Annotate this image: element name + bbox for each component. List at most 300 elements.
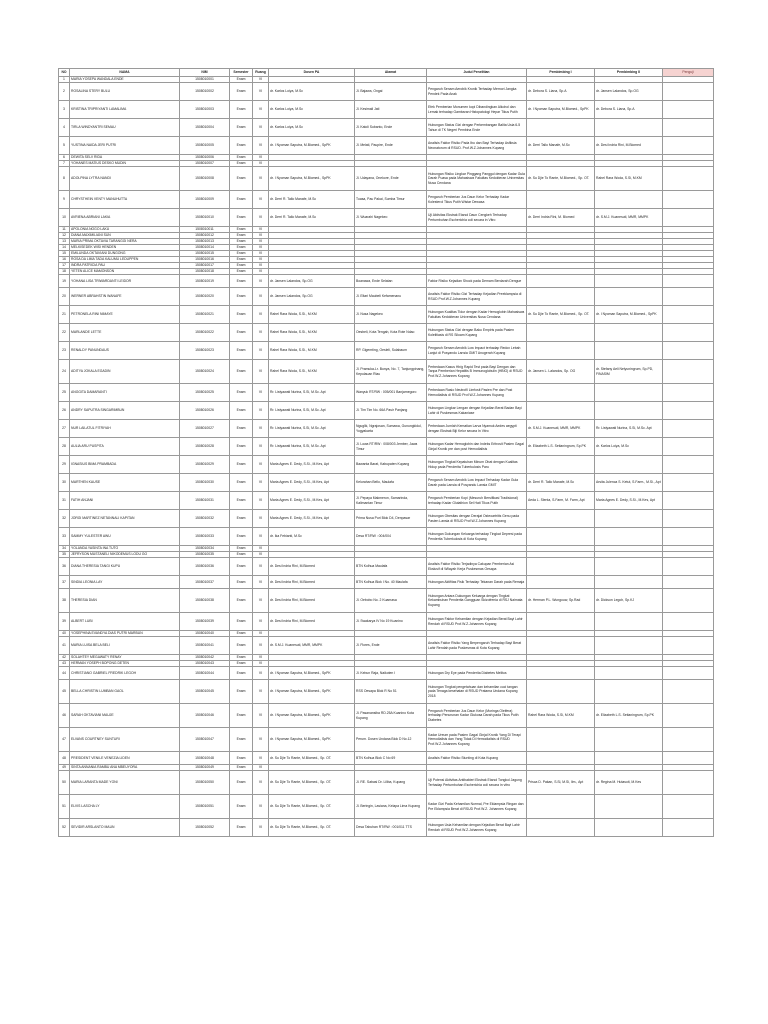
cell-dosen-pa: Rahel Rara Woda, S.Si., M.KM bbox=[269, 324, 355, 342]
cell-ruang: VI bbox=[253, 528, 269, 546]
cell-alamat: RSS Oesapa Blok R No 51 bbox=[355, 680, 427, 704]
cell-dosen-pa: dr. I Nyoman Saputra, M.Biomed., SpPK bbox=[269, 704, 355, 728]
cell-semester: Enam bbox=[230, 528, 253, 546]
cell-nama: MARLANDE LETTE bbox=[70, 324, 180, 342]
cell-ruang: VI bbox=[253, 324, 269, 342]
cell-pembimbing-1 bbox=[527, 576, 595, 589]
cell-pembimbing-1 bbox=[527, 613, 595, 631]
table-row bbox=[59, 137, 714, 155]
cell-nama: ADITYA JOKALA EGADIN bbox=[70, 360, 180, 384]
cell-judul: Perbedaan Kasus Hb/g Rapid Test pada Bayi Dengan dan Tanpa Pemberian Hepatitis B Immunoglobulin (HBIG) di RSUD Prof.W.Z.Johannes Kupang bbox=[427, 360, 527, 384]
cell-pembimbing-2 bbox=[595, 510, 663, 528]
cell-pembimbing-1 bbox=[527, 819, 595, 837]
cell-ruang: VI bbox=[253, 576, 269, 589]
cell-semester: Enam bbox=[230, 752, 253, 765]
cell-pembimbing-2: dr. Regina M. Hutasoit, M.Kes bbox=[595, 771, 663, 795]
cell-no: 13 bbox=[59, 239, 70, 245]
cell-pembimbing-2 bbox=[595, 667, 663, 680]
cell-semester: Enam bbox=[230, 589, 253, 613]
cell-ruang: VI bbox=[253, 771, 269, 795]
column-header-nim: NIM bbox=[180, 69, 230, 77]
table-row bbox=[59, 510, 714, 528]
cell-alamat: Desa RT/RW : 004/004 bbox=[355, 528, 427, 546]
cell-nim: 1508010007 bbox=[180, 161, 230, 167]
cell-nama: NUR LAILATUL FITRIYAH bbox=[70, 420, 180, 438]
cell-no: 2 bbox=[59, 83, 70, 101]
column-header-semester: Semester bbox=[230, 69, 253, 77]
cell-no: 28 bbox=[59, 438, 70, 456]
cell-nim: 1508010019 bbox=[180, 275, 230, 288]
cell-penguji bbox=[663, 402, 714, 420]
cell-penguji bbox=[663, 438, 714, 456]
cell-nama: SINDIA LEONIA LAY bbox=[70, 576, 180, 589]
cell-nim: 1508010004 bbox=[180, 119, 230, 137]
cell-dosen-pa: dr. Su Djie To Rante, M.Biomed., Sp. OT. bbox=[269, 795, 355, 819]
cell-pembimbing-2: dr. Stefany Aeli Nelyuningrum, Sp.PD, FINASIM bbox=[595, 360, 663, 384]
cell-alamat: Jl. Katoli Subanto, Ende bbox=[355, 119, 427, 137]
cell-ruang: VI bbox=[253, 456, 269, 474]
cell-nim: 1508010026 bbox=[180, 402, 230, 420]
cell-penguji bbox=[663, 576, 714, 589]
cell-pembimbing-1: dr. Derri Tallo Manafe, M.Sc bbox=[527, 137, 595, 155]
cell-ruang: VI bbox=[253, 631, 269, 637]
cell-pembimbing-2 bbox=[595, 402, 663, 420]
cell-dosen-pa: Rr. Listyawati Nurina, S.Si, M.Sc. Apt bbox=[269, 384, 355, 402]
cell-nama: DIANA THERESIA TANGI KUPU bbox=[70, 558, 180, 576]
cell-ruang: VI bbox=[253, 795, 269, 819]
cell-ruang: VI bbox=[253, 637, 269, 655]
cell-semester: Enam bbox=[230, 546, 253, 552]
cell-semester: Enam bbox=[230, 263, 253, 269]
cell-judul: Kadar Ureum pada Pasien Gagal Ginjal Kronik Yang Di Terapi Hemodialisis dan Yang Tidak Di Hemodialisis di RSUD Prof.W.Z.Johannes Kupang bbox=[427, 728, 527, 752]
cell-semester: Enam bbox=[230, 161, 253, 167]
cell-semester: Enam bbox=[230, 795, 253, 819]
cell-judul: Hubungan Kualitas Tidur dengan Kadar Hemoglobin Mahasiswa Fakultas Kedokteran Universitas Nusa Cendana bbox=[427, 306, 527, 324]
cell-penguji bbox=[663, 510, 714, 528]
cell-penguji bbox=[663, 137, 714, 155]
cell-ruang: VI bbox=[253, 275, 269, 288]
cell-alamat: Jl. Pasanansiba RD.25A Kuanino Kota Kupang bbox=[355, 704, 427, 728]
cell-pembimbing-1: Rahel Rara Woda, S.Si, M.KM bbox=[527, 704, 595, 728]
cell-dosen-pa: dr. Desi Indria Rini, M.Biomed bbox=[269, 576, 355, 589]
cell-pembimbing-1: dr. I Nyoman Saputra, M.Biomed., SpPK bbox=[527, 101, 595, 119]
cell-alamat: Oesbeli, Kota Tengah, Kota Rote Ndao bbox=[355, 324, 427, 342]
cell-pembimbing-2 bbox=[595, 275, 663, 288]
cell-ruang: VI bbox=[253, 167, 269, 191]
cell-dosen-pa: dr. S.M.J. Kuanesuti, MMR, MMPK bbox=[269, 637, 355, 655]
cell-nim: 1508010047 bbox=[180, 728, 230, 752]
cell-pembimbing-2: Rr. Listyawati Nurina, S.Si, M.Sc. Apt bbox=[595, 420, 663, 438]
cell-judul: Hubungan Faktor Kehamilan dengan Kejadian Berat Bayi Lahir Rendah di RSUD Prof.W.Z.Johannes Kupang bbox=[427, 613, 527, 631]
cell-ruang: VI bbox=[253, 239, 269, 245]
cell-pembimbing-1: Aeda L. Slenta, S.Farm, M. Farm, Apt bbox=[527, 492, 595, 510]
table-row bbox=[59, 324, 714, 342]
cell-semester: Enam bbox=[230, 558, 253, 576]
cell-ruang: VI bbox=[253, 245, 269, 251]
cell-dosen-pa: dr. Derri R. Tallo Manafe, M.Sc bbox=[269, 209, 355, 227]
column-header-no: NO bbox=[59, 69, 70, 77]
cell-nim: 1508010049 bbox=[180, 765, 230, 771]
cell-ruang: VI bbox=[253, 191, 269, 209]
cell-pembimbing-1: dr. Derri R. Tallo Manafe, M.Sc bbox=[527, 474, 595, 492]
cell-pembimbing-1: dr. Derri Indria Rini, M. Biomed bbox=[527, 209, 595, 227]
cell-nim: 1508010029 bbox=[180, 456, 230, 474]
cell-nim: 1508010030 bbox=[180, 474, 230, 492]
cell-semester: Enam bbox=[230, 631, 253, 637]
cell-nim: 1508010037 bbox=[180, 576, 230, 589]
cell-nim: 1508010040 bbox=[180, 631, 230, 637]
cell-nama: ROSA DA LIMA TADA KALUMU LEDUPPEN bbox=[70, 257, 180, 263]
cell-judul: Hubungan Dukungan Keluarga terhadap Tingkat Depresi pada Penderita Tuberkulosis di Kota Kupang bbox=[427, 528, 527, 546]
cell-pembimbing-2: Arsita Julenca S. Ketut, S.Farm., M.Si., Apt bbox=[595, 474, 663, 492]
cell-penguji bbox=[663, 101, 714, 119]
cell-penguji bbox=[663, 492, 714, 510]
cell-dosen-pa: Rahel Rara Woda, S.Si., M.KM bbox=[269, 360, 355, 384]
cell-semester: Enam bbox=[230, 704, 253, 728]
table-row bbox=[59, 474, 714, 492]
column-header-pembimbing-1: Pembimbing I bbox=[527, 69, 595, 77]
cell-pembimbing-2 bbox=[595, 191, 663, 209]
cell-pembimbing-2: dr. Karlos Loiya, M.Sc bbox=[595, 438, 663, 456]
cell-ruang: VI bbox=[253, 306, 269, 324]
cell-pembimbing-2 bbox=[595, 324, 663, 342]
cell-nama: EMILUNDA OKTAVIANI DUNGONG bbox=[70, 251, 180, 257]
cell-pembimbing-1 bbox=[527, 288, 595, 306]
cell-pembimbing-1 bbox=[527, 637, 595, 655]
cell-judul: Analisis Faktor Risiko Stunting di Kota Kupang bbox=[427, 752, 527, 765]
table-row bbox=[59, 667, 714, 680]
table-body bbox=[59, 77, 714, 837]
cell-no: 1 bbox=[59, 77, 70, 83]
cell-nama: YOHANES MATIUS DESKO MUDIN bbox=[70, 161, 180, 167]
cell-nama: SOLAHTEY MEGAWATY RENAY bbox=[70, 655, 180, 661]
table-row bbox=[59, 306, 714, 324]
cell-alamat: Jl. Kebun Raja, Naikoten I bbox=[355, 667, 427, 680]
cell-nim: 1508010011 bbox=[180, 227, 230, 233]
cell-ruang: VI bbox=[253, 119, 269, 137]
cell-semester: Enam bbox=[230, 667, 253, 680]
cell-dosen-pa: dr. Karlos Loiya, M.Sc bbox=[269, 83, 355, 101]
table-row bbox=[59, 456, 714, 474]
cell-alamat: Jl. RE. Sabasi Dr. Liliba, Kupang bbox=[355, 771, 427, 795]
cell-judul: Faktor Risiko Kejadian Shock pada Demam Berdarah Dengue bbox=[427, 275, 527, 288]
cell-semester: Enam bbox=[230, 227, 253, 233]
cell-pembimbing-1: dr. Su Djie To Rante, M.Biomed., Sp. OT. bbox=[527, 306, 595, 324]
cell-semester: Enam bbox=[230, 771, 253, 795]
cell-ruang: VI bbox=[253, 752, 269, 765]
cell-dosen-pa: dr. I Nyoman Saputra, M.Biomed., SpPK bbox=[269, 680, 355, 704]
cell-dosen-pa: dr. I Nyoman Saputra, M.Biomed., SpPK bbox=[269, 667, 355, 680]
cell-dosen-pa: dr. Desi Indria Rini, M.Biomed bbox=[269, 558, 355, 576]
cell-no: 45 bbox=[59, 680, 70, 704]
cell-nim: 1508010008 bbox=[180, 167, 230, 191]
cell-nim: 1508010035 bbox=[180, 552, 230, 558]
cell-ruang: VI bbox=[253, 288, 269, 306]
cell-no: 27 bbox=[59, 420, 70, 438]
cell-alamat: Jl. Bajawa, Ongai bbox=[355, 83, 427, 101]
cell-judul: Pengaruh Pemberian Jus Daun Kelor Terhadap Kadar Kolesterol Tikus Putih Wistar Dewasa bbox=[427, 191, 527, 209]
table-row bbox=[59, 613, 714, 631]
cell-judul: Hubungan Tingkat pengetahuan dan kehamilan cuci tangan pada Tenaga kesehatan di RSUD Pratama Undana Kupang 2018 bbox=[427, 680, 527, 704]
cell-judul: Hubungan Antara Dukungan Keluarga dengan Tingkat Kekambuhan Penderita Gangguan Skizofrenia di RSJ Naimata Kupang bbox=[427, 589, 527, 613]
cell-nim: 1508010039 bbox=[180, 613, 230, 631]
cell-judul: Perbedaan Rasio Neutrofil Limfosit Pasien Pre dan Post Hemodialisis di RSUD Prof.W.Z.Johannes Kupang bbox=[427, 384, 527, 402]
cell-no: 3 bbox=[59, 101, 70, 119]
cell-ruang: VI bbox=[253, 420, 269, 438]
cell-judul: Kadar Gizi Pada Kehamilan Normal, Pre Eklampsia Ringan dan Pre Eklampsia Berat di RSUD Prof.W.Z. Johannes Kupang bbox=[427, 795, 527, 819]
cell-nama: YOLANDA YASINTA INA TUTO bbox=[70, 546, 180, 552]
cell-nim: 1508010051 bbox=[180, 795, 230, 819]
cell-no: 25 bbox=[59, 384, 70, 402]
cell-no: 14 bbox=[59, 245, 70, 251]
cell-dosen-pa: dr. Derri R. Tallo Manafe, M.Sc bbox=[269, 191, 355, 209]
cell-dosen-pa: dr. I Nyoman Saputra, M.Biomed., SpPK bbox=[269, 728, 355, 752]
cell-alamat: Jl. Melati, Paupire, Ende bbox=[355, 137, 427, 155]
cell-nim: 1508010032 bbox=[180, 510, 230, 528]
cell-ruang: VI bbox=[253, 728, 269, 752]
cell-penguji bbox=[663, 306, 714, 324]
table-row bbox=[59, 438, 714, 456]
cell-no: 20 bbox=[59, 288, 70, 306]
cell-dosen-pa: dr. Su Djie To Rante, M.Biomed., Sp. OT. bbox=[269, 771, 355, 795]
cell-pembimbing-2 bbox=[595, 288, 663, 306]
table-row bbox=[59, 752, 714, 765]
cell-penguji bbox=[663, 384, 714, 402]
cell-pembimbing-1 bbox=[527, 558, 595, 576]
cell-pembimbing-2 bbox=[595, 342, 663, 360]
cell-alamat: Jl. Tim Tim No. 66A Pasir Panjang bbox=[355, 402, 427, 420]
cell-ruang: VI bbox=[253, 402, 269, 420]
cell-nama: INDRA PATRICIA PAU bbox=[70, 263, 180, 269]
cell-alamat: Jl. Eltari Maubeli Kefamenanu bbox=[355, 288, 427, 306]
cell-judul: Pengaruh Pemberian Kopi (Mesuruh Bersifikasi Tradisional) terhadap Kadar Glutathion Sel Hati Tikus Putih bbox=[427, 492, 527, 510]
cell-ruang: VI bbox=[253, 765, 269, 771]
cell-nama: YUSTINA NAIDA JERI PUTRI bbox=[70, 137, 180, 155]
column-header-ruang: Ruang bbox=[253, 69, 269, 77]
cell-dosen-pa: dr. I Nyoman Saputra, M.Biomed., SpPK bbox=[269, 137, 355, 155]
cell-penguji bbox=[663, 728, 714, 752]
cell-nim: 1508010033 bbox=[180, 528, 230, 546]
cell-alamat: Jl. Beringin, Lasiana, Kelapa Lima Kupang bbox=[355, 795, 427, 819]
cell-no: 42 bbox=[59, 655, 70, 661]
column-header-judul: Judul Penelitian bbox=[427, 69, 527, 77]
table-row bbox=[59, 420, 714, 438]
cell-nama: ELVIS LASCHA LY bbox=[70, 795, 180, 819]
cell-nim: 1508010013 bbox=[180, 239, 230, 245]
cell-ruang: VI bbox=[253, 257, 269, 263]
cell-semester: Enam bbox=[230, 661, 253, 667]
cell-nama: YOHANA LISA TRIWARDANTI LEIDOR bbox=[70, 275, 180, 288]
cell-alamat: Jl. Swakarya IV No 19 Kuanino bbox=[355, 613, 427, 631]
cell-judul: Hubungan Status Gizi dengan Baku Empiris pada Pasien Kolelitiasis di RS Siloam Kupang bbox=[427, 324, 527, 342]
cell-no: 8 bbox=[59, 167, 70, 191]
cell-nama: PETRONELA RINI NIMAYE bbox=[70, 306, 180, 324]
cell-semester: Enam bbox=[230, 474, 253, 492]
cell-ruang: VI bbox=[253, 360, 269, 384]
cell-ruang: VI bbox=[253, 510, 269, 528]
cell-alamat: Wanyuk RT/RW : 005/001 Banjarnegoro bbox=[355, 384, 427, 402]
cell-alamat: RP. Gigemting, Oesleli, Sulabaum bbox=[355, 342, 427, 360]
cell-semester: Enam bbox=[230, 209, 253, 227]
cell-semester: Enam bbox=[230, 402, 253, 420]
cell-no: 48 bbox=[59, 752, 70, 765]
column-header-nama: NAMA bbox=[70, 69, 180, 77]
cell-nim: 1508010016 bbox=[180, 257, 230, 263]
table-row bbox=[59, 576, 714, 589]
table-row bbox=[59, 728, 714, 752]
cell-alamat: Nguglik, Ngrajosan, Sumawa, Gunungkidul, Yogyakarta bbox=[355, 420, 427, 438]
cell-semester: Enam bbox=[230, 233, 253, 239]
cell-pembimbing-2: dr. Desi Indria Rini, M.Biomed bbox=[595, 137, 663, 155]
cell-pembimbing-2 bbox=[595, 613, 663, 631]
cell-dosen-pa: Rr. Listyawati Nurina, S.Si, M.Sc. Apt bbox=[269, 402, 355, 420]
cell-nim: 1508010022 bbox=[180, 324, 230, 342]
cell-nama: MARIA YOSEPA WANDALA ENDE bbox=[70, 77, 180, 83]
cell-nim: 1508010009 bbox=[180, 191, 230, 209]
cell-no: 12 bbox=[59, 233, 70, 239]
cell-no: 31 bbox=[59, 492, 70, 510]
table-row bbox=[59, 209, 714, 227]
cell-pembimbing-2: Maria Agnes E. Dedy, S.Si., M.Kes, Apt bbox=[595, 492, 663, 510]
cell-no: 51 bbox=[59, 795, 70, 819]
table-header-row bbox=[59, 69, 714, 77]
cell-alamat: Jl. Nusa Nagekeo bbox=[355, 306, 427, 324]
cell-semester: Enam bbox=[230, 155, 253, 161]
cell-pembimbing-1: dr. Herman P.L. Wungouw, Sp.Rad bbox=[527, 589, 595, 613]
cell-pembimbing-1 bbox=[527, 402, 595, 420]
cell-pembimbing-1: dr. Elizabeth L.S. Setianingrum, Sp.PK bbox=[527, 438, 595, 456]
cell-nama: MELKISEDEK WISI HENDEN bbox=[70, 245, 180, 251]
cell-semester: Enam bbox=[230, 288, 253, 306]
cell-nim: 1508010045 bbox=[180, 680, 230, 704]
cell-nama: SINTA ANNANIA RAMBU ANA MBEUYORA bbox=[70, 765, 180, 771]
cell-alamat: BTN Kolhua Blok C No 69 bbox=[355, 752, 427, 765]
cell-penguji bbox=[663, 342, 714, 360]
cell-penguji bbox=[663, 637, 714, 655]
cell-ruang: VI bbox=[253, 589, 269, 613]
cell-dosen-pa: Maria Agnes E. Dedy, S.Si., M.Kes, Apt bbox=[269, 492, 355, 510]
cell-pembimbing-2: Rahel Rara Woda, S.Si, M.KM bbox=[595, 167, 663, 191]
cell-nama: THERESIA DIAN bbox=[70, 589, 180, 613]
cell-penguji bbox=[663, 191, 714, 209]
cell-semester: Enam bbox=[230, 360, 253, 384]
cell-ruang: VI bbox=[253, 77, 269, 83]
cell-semester: Enam bbox=[230, 576, 253, 589]
cell-pembimbing-1: dr. Jansen L. Lalandos, Sp. OG bbox=[527, 360, 595, 384]
cell-alamat: Jl. Pepaya Makmeron, Samarinda, Kalimantan Timur bbox=[355, 492, 427, 510]
cell-pembimbing-2 bbox=[595, 752, 663, 765]
table-row bbox=[59, 360, 714, 384]
cell-ruang: VI bbox=[253, 438, 269, 456]
cell-pembimbing-2: dr. Jansen Lalandos, Sp.OG bbox=[595, 83, 663, 101]
cell-penguji bbox=[663, 667, 714, 680]
cell-no: 7 bbox=[59, 161, 70, 167]
cell-semester: Enam bbox=[230, 552, 253, 558]
cell-nama: ANDRY SAPUTRA SINGARIMBUN bbox=[70, 402, 180, 420]
cell-dosen-pa: dr. Desi Indria Rini, M.Biomed bbox=[269, 613, 355, 631]
cell-semester: Enam bbox=[230, 191, 253, 209]
cell-semester: Enam bbox=[230, 257, 253, 263]
cell-pembimbing-2 bbox=[595, 795, 663, 819]
cell-ruang: VI bbox=[253, 667, 269, 680]
column-header-dosen-pa: Dosen PA bbox=[269, 69, 355, 77]
cell-dosen-pa: Maria Agnes E. Dedy, S.Si., M.Kes, Apt bbox=[269, 474, 355, 492]
cell-pembimbing-1 bbox=[527, 275, 595, 288]
cell-pembimbing-1 bbox=[527, 324, 595, 342]
cell-nama: RENALDY PANUNDAUS bbox=[70, 342, 180, 360]
cell-nim: 1508010028 bbox=[180, 438, 230, 456]
cell-no: 50 bbox=[59, 771, 70, 795]
cell-semester: Enam bbox=[230, 384, 253, 402]
cell-judul: Analisis Faktor Risiko Gizi Terhadap Kejadian Preeklampsia di RSUD Prof.W.Z.Johannes Kupang bbox=[427, 288, 527, 306]
cell-pembimbing-1: dr. Debora S. Liana, Sp.A bbox=[527, 83, 595, 101]
student-research-table bbox=[58, 68, 714, 837]
cell-judul: Hubungan Aktifitas Fisik Terhadap Tekanan Darah pada Remaja bbox=[427, 576, 527, 589]
table-row bbox=[59, 819, 714, 837]
cell-pembimbing-2: dr. Dickson Legoh, Sp.KJ bbox=[595, 589, 663, 613]
cell-alamat: Jl. Lowa RT/RW : 008/003 Jember, Jawa Timur bbox=[355, 438, 427, 456]
cell-semester: Enam bbox=[230, 101, 253, 119]
cell-nim: 1508010048 bbox=[180, 752, 230, 765]
cell-nim: 1508010052 bbox=[180, 819, 230, 837]
cell-nama: HERMAN YOSEPH BOPONG DETEN bbox=[70, 661, 180, 667]
cell-pembimbing-1 bbox=[527, 667, 595, 680]
cell-semester: Enam bbox=[230, 342, 253, 360]
cell-no: 11 bbox=[59, 227, 70, 233]
cell-nama: ELVANS COURTNEY SUNTURI bbox=[70, 728, 180, 752]
cell-pembimbing-1 bbox=[527, 510, 595, 528]
cell-nim: 1508010010 bbox=[180, 209, 230, 227]
cell-nim: 1508010001 bbox=[180, 77, 230, 83]
cell-semester: Enam bbox=[230, 819, 253, 837]
cell-nama: JEFRYSON MUSTANELI NIKODEMUS LODU GO bbox=[70, 552, 180, 558]
cell-no: 9 bbox=[59, 191, 70, 209]
cell-no: 38 bbox=[59, 589, 70, 613]
table-row bbox=[59, 795, 714, 819]
cell-nama: SARAH OKTAVIANI MAUJE bbox=[70, 704, 180, 728]
cell-no: 5 bbox=[59, 137, 70, 155]
cell-nama: CHRISTIANO GABRIEL FREDRIK LEGOH bbox=[70, 667, 180, 680]
table-row bbox=[59, 167, 714, 191]
cell-penguji bbox=[663, 589, 714, 613]
cell-dosen-pa: dr. Jansen Lalandos, Sp.OG bbox=[269, 275, 355, 288]
cell-nama: WERNER ABRAHSTIN WANAFE bbox=[70, 288, 180, 306]
cell-semester: Enam bbox=[230, 492, 253, 510]
cell-pembimbing-2: dr. Debora S. Liana, Sp.A bbox=[595, 101, 663, 119]
cell-pembimbing-2: dr. Elizabeth L.S. Setianingrum, Sp.PK bbox=[595, 704, 663, 728]
column-header-alamat: Alamat bbox=[355, 69, 427, 77]
cell-ruang: VI bbox=[253, 263, 269, 269]
cell-semester: Enam bbox=[230, 728, 253, 752]
cell-alamat: Jl. Pramuka-Lr. Bunya, No. 7, Tanjungpinang, Kepulauan Riau bbox=[355, 360, 427, 384]
table-row bbox=[59, 771, 714, 795]
cell-judul: Hubungan Risiko Lingkar Pinggang Panggul dengan Kadar Gula Darah Puasa pada Mahasiswa Fakultas Kedokteran Universitas Nusa Cendana bbox=[427, 167, 527, 191]
cell-nama: ROSALINA STERY BULU bbox=[70, 83, 180, 101]
cell-nim: 1508010042 bbox=[180, 655, 230, 661]
cell-alamat: Kelurahan Bello, Maulafa bbox=[355, 474, 427, 492]
table-row bbox=[59, 528, 714, 546]
cell-semester: Enam bbox=[230, 438, 253, 456]
cell-no: 44 bbox=[59, 667, 70, 680]
cell-dosen-pa: dr. Desi Indria Rini, M.Biomed bbox=[269, 589, 355, 613]
cell-nama: AULIA ARU PUSPITA bbox=[70, 438, 180, 456]
cell-no: 15 bbox=[59, 251, 70, 257]
cell-pembimbing-1 bbox=[527, 728, 595, 752]
cell-no: 36 bbox=[59, 558, 70, 576]
cell-semester: Enam bbox=[230, 510, 253, 528]
cell-nama: ALBERT LUBI bbox=[70, 613, 180, 631]
cell-semester: Enam bbox=[230, 239, 253, 245]
